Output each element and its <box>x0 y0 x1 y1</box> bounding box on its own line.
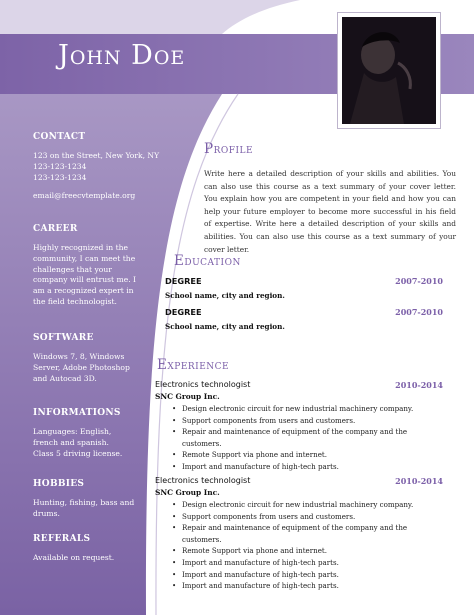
sidebar-line: the field technologist. <box>33 296 117 306</box>
sidebar-line: Windows 7, 8, Windows <box>33 352 125 361</box>
sidebar-spacer <box>33 183 161 191</box>
sidebar-section-informations <box>33 408 161 459</box>
duty-item: • Import and manufacture of high-tech parts. <box>182 461 443 473</box>
sidebar-line: Languages: English, <box>33 427 112 436</box>
profile-heading: Profile <box>204 141 254 157</box>
sidebar-line: am a recognized expert in <box>33 286 134 296</box>
duty-item: • Remote Support via phone and internet. <box>182 449 443 461</box>
education-item <box>165 276 443 300</box>
experience-item <box>155 476 443 592</box>
sidebar-line: challenges that your <box>33 264 112 274</box>
sidebar-line: company will entrust me. I <box>33 275 137 285</box>
duty-item: • Repair and maintenance of equipment of the company and the customers. <box>182 426 443 449</box>
sidebar-section-title: INFORMATIONS <box>33 408 121 418</box>
duty-item: • Remote Support via phone and internet. <box>182 545 443 557</box>
portrait-image <box>342 17 436 124</box>
job-years: 2010-2014 <box>395 380 443 390</box>
degree-label: DEGREE <box>165 307 202 317</box>
education-years: 2007-2010 <box>395 307 443 317</box>
degree-label: DEGREE <box>165 276 202 286</box>
sidebar-line: 123-123-1234 <box>33 172 87 182</box>
duty-item: • Support components from users and customers. <box>182 415 443 427</box>
sidebar-section-title: REFERALS <box>33 534 91 544</box>
profile-photo <box>337 12 441 129</box>
sidebar-line: Server, Adobe Photoshop <box>33 362 130 372</box>
sidebar-line: community, I can meet the <box>33 253 136 263</box>
sidebar-line: Hunting, fishing, bass and <box>33 498 135 507</box>
company-name: SNC Group Inc. <box>155 488 220 497</box>
education-item <box>165 307 443 331</box>
sidebar-section-contact <box>33 132 161 202</box>
sidebar-section-referals <box>33 534 161 564</box>
sidebar-section-hobbies <box>33 479 161 520</box>
experience-item <box>155 380 443 473</box>
education-heading: Education <box>174 253 241 269</box>
duties-list <box>155 499 443 592</box>
sidebar-section-software <box>33 333 161 384</box>
duty-item: • Import and manufacture of high-tech parts. <box>182 569 443 581</box>
sidebar-section-title: SOFTWARE <box>33 333 94 343</box>
sidebar-line: Available on request. <box>33 553 115 562</box>
job-title: Electronics technologist <box>155 380 251 389</box>
top-wave <box>0 0 300 34</box>
duties-list <box>155 403 443 473</box>
profile-text: Write here a detailed description of your skills and abilities. You can also use this course as a text summary of your cover letter. You explain how you are competent in your field and how you can help your future employer to become more successful in his field of expertise. Write here a detailed description of your skills and abilities. You can also use this course as a text summary of your cover letter. <box>204 169 456 254</box>
duty-item: • Repair and maintenance of equipment of the company and the customers. <box>182 522 443 545</box>
duty-item: • Support components from users and customers. <box>182 511 443 523</box>
sidebar-section-title: CONTACT <box>33 132 86 142</box>
job-title: Electronics technologist <box>155 476 251 485</box>
duty-item: • Design electronic circuit for new industrial machinery company. <box>182 403 443 415</box>
school-name: School name, city and region. <box>165 291 285 300</box>
duty-item: • Import and manufacture of high-tech parts. <box>182 580 443 592</box>
sidebar-line: Class 5 driving license. <box>33 448 123 458</box>
sidebar-section-title: HOBBIES <box>33 479 85 489</box>
sidebar-line: and Autocad 3D. <box>33 373 97 383</box>
sidebar-line: 123 on the Street, New York, NY <box>33 151 160 160</box>
experience-heading: Experience <box>157 357 230 373</box>
sidebar-line: french and spanish. <box>33 437 109 447</box>
sidebar-line: Highly recognized in the <box>33 243 129 252</box>
sidebar-line[interactable]: email@freecvtemplate.org <box>33 191 136 201</box>
candidate-name: John Doe <box>58 40 186 71</box>
sidebar-section-title: CAREER <box>33 224 78 234</box>
school-name: School name, city and region. <box>165 322 285 331</box>
company-name: SNC Group Inc. <box>155 392 220 401</box>
sidebar-line: 123-123-1234 <box>33 161 87 171</box>
duty-item: • Import and manufacture of high-tech parts. <box>182 557 443 569</box>
job-years: 2010-2014 <box>395 476 443 486</box>
sidebar-section-career <box>33 224 161 308</box>
education-years: 2007-2010 <box>395 276 443 286</box>
sidebar-line: drums. <box>33 508 60 518</box>
duty-item: • Design electronic circuit for new industrial machinery company. <box>182 499 443 511</box>
